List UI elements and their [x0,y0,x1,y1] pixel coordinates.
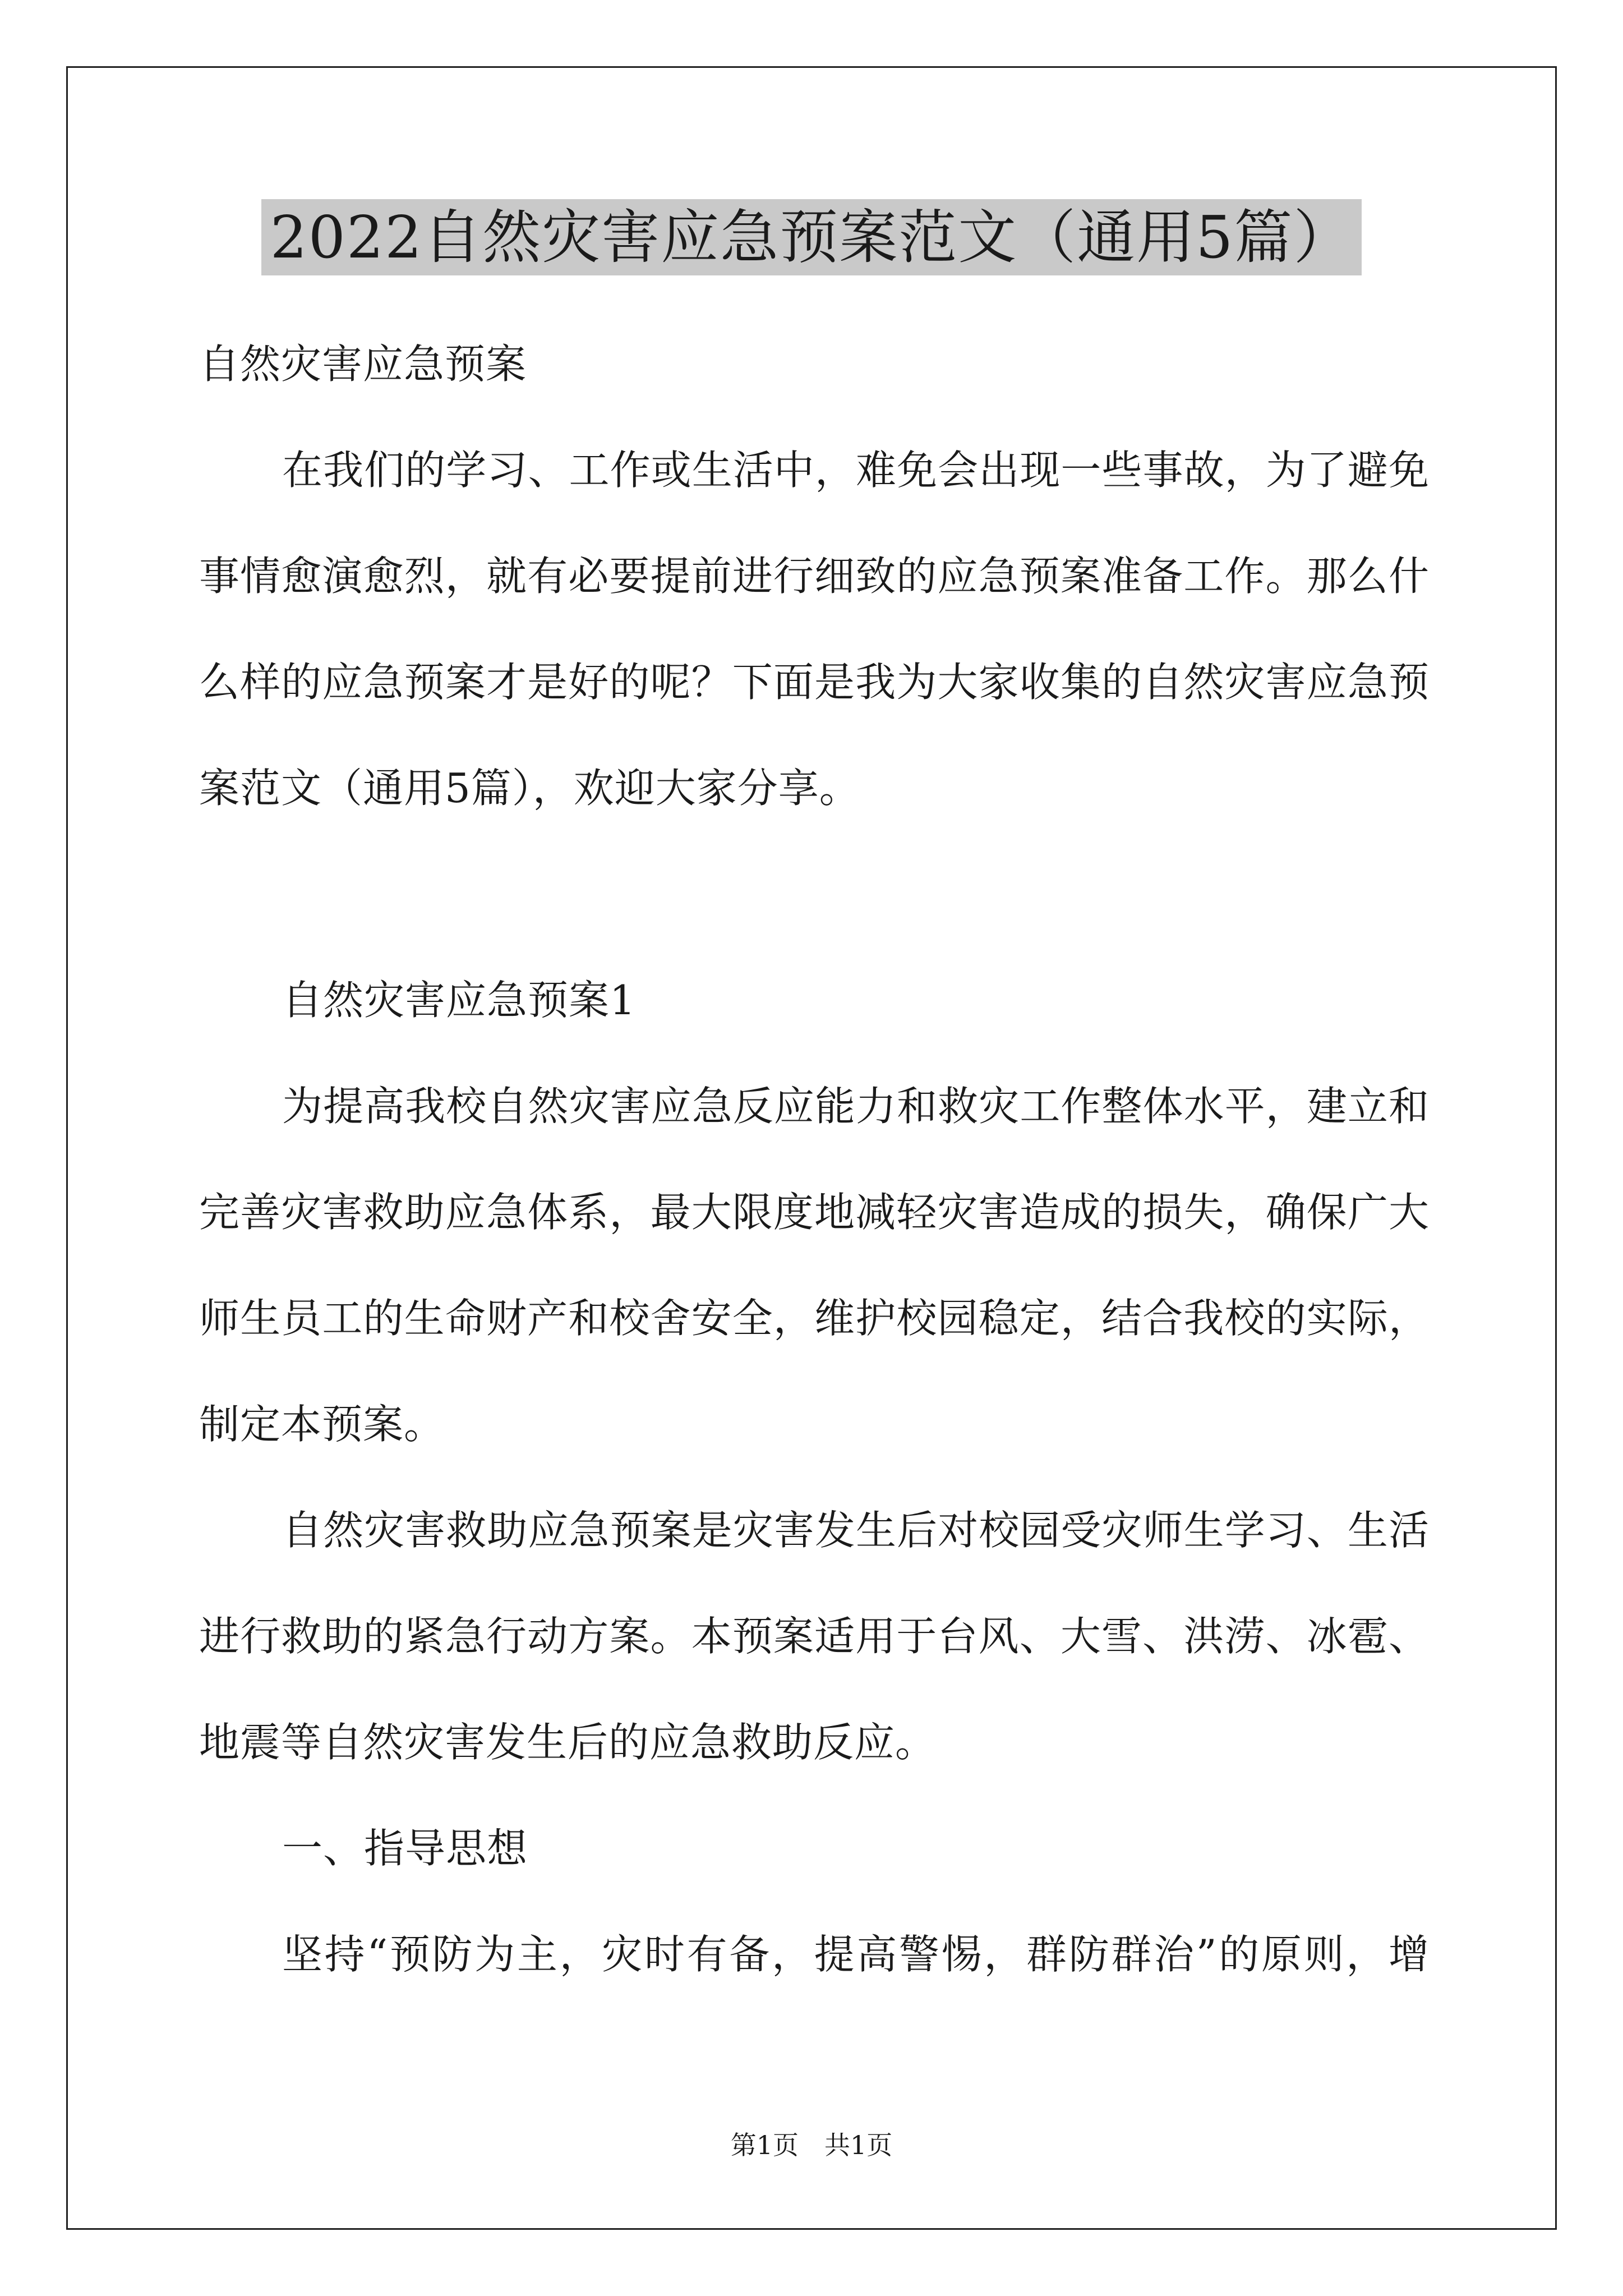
paragraph-line: 案范文（通用5篇），欢迎大家分享。 [199,765,860,812]
blank-line [199,841,1430,947]
paragraph-line: 完善灾害救助应急体系，最大限度地减轻灾害造成的损失，确保广大 [199,1189,1430,1236]
page-footer: 第1页 共1页 [730,2130,893,2160]
section-heading: 自然灾害应急预案 [199,341,527,388]
section-heading: 一、指导思想 [282,1825,528,1872]
paragraph-line: 师生员工的生命财产和校舍安全，维护校园稳定，结合我校的实际， [199,1295,1430,1342]
section-heading: 自然灾害应急预案1 [282,977,636,1024]
paragraph-line: 地震等自然灾害发生后的应急救助反应。 [199,1719,937,1766]
document-body [199,311,1430,2008]
paragraph-line: 坚持“预防为主，灾时有备，提高警惕，群防群治”的原则，增 [282,1931,1430,1978]
paragraph-line: 么样的应急预案才是好的呢？下面是我为大家收集的自然灾害应急预 [199,659,1430,706]
paragraph-line: 自然灾害救助应急预案是灾害发生后对校园受灾师生学习、生活 [282,1507,1430,1554]
paragraph-line: 为提高我校自然灾害应急反应能力和救灾工作整体水平，建立和 [282,1083,1430,1130]
paragraph-line: 制定本预案。 [199,1401,445,1448]
paragraph-line: 进行救助的紧急行动方案。本预案适用于台风、大雪、洪涝、冰雹、 [199,1613,1430,1660]
paragraph-line: 事情愈演愈烈，就有必要提前进行细致的应急预案准备工作。那么什 [199,553,1430,600]
title-container [0,199,1623,275]
document-title: 2022自然灾害应急预案范文（通用5篇） [261,199,1362,275]
paragraph-line: 在我们的学习、工作或生活中，难免会出现一些事故，为了避免 [282,447,1430,494]
